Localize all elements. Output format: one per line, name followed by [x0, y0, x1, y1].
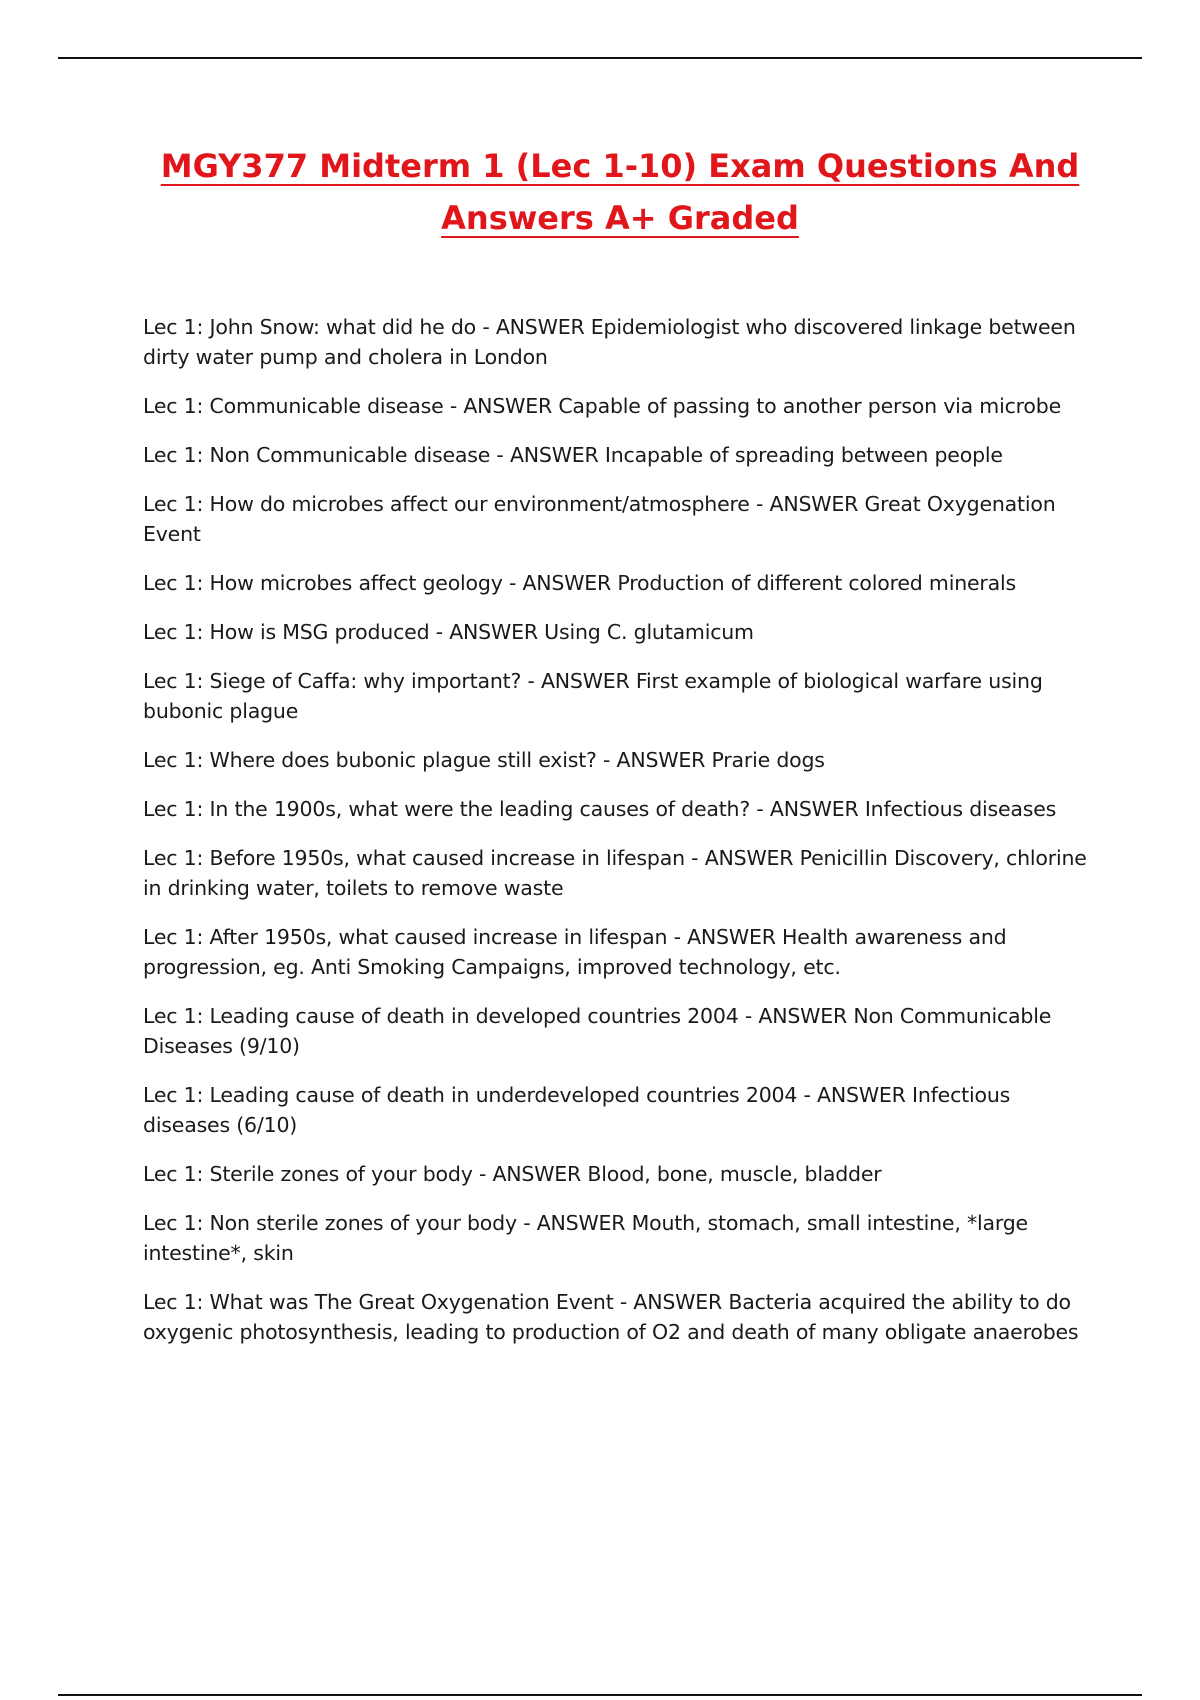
qa-item: Lec 1: What was The Great Oxygenation Event - ANSWER Bacteria acquired the ability to do oxygenic photosynthesis, leading to production of O2 and death of many obligate anaerobes: [143, 1290, 1079, 1344]
bottom-divider: [58, 1694, 1142, 1696]
qa-list: [143, 312, 1093, 1366]
qa-item: Lec 1: Non Communicable disease - ANSWER Incapable of spreading between people: [143, 443, 1003, 467]
qa-item: Lec 1: Leading cause of death in developed countries 2004 - ANSWER Non Communicable Diseases (9/10): [143, 1004, 1052, 1058]
qa-item: Lec 1: John Snow: what did he do - ANSWER Epidemiologist who discovered linkage between dirty water pump and cholera in London: [143, 315, 1076, 369]
document-title: [130, 140, 1110, 244]
qa-item: Lec 1: How microbes affect geology - ANSWER Production of different colored minerals: [143, 571, 1016, 595]
qa-item: Lec 1: Before 1950s, what caused increase in lifespan - ANSWER Penicillin Discovery, chlorine in drinking water, toilets to remove waste: [143, 846, 1087, 900]
qa-item: Lec 1: Communicable disease - ANSWER Capable of passing to another person via microbe: [143, 394, 1061, 418]
qa-item: Lec 1: How do microbes affect our environment/atmosphere - ANSWER Great Oxygenation Event: [143, 492, 1056, 546]
qa-item: Lec 1: In the 1900s, what were the leading causes of death? - ANSWER Infectious diseases: [143, 797, 1057, 821]
title-line-2: Answers A+ Graded: [441, 199, 799, 237]
qa-item: Lec 1: Where does bubonic plague still exist? - ANSWER Prarie dogs: [143, 748, 825, 772]
qa-item: Lec 1: Siege of Caffa: why important? - ANSWER First example of biological warfare using bubonic plague: [143, 669, 1043, 723]
qa-item: Lec 1: Sterile zones of your body - ANSWER Blood, bone, muscle, bladder: [143, 1162, 882, 1186]
top-divider: [58, 57, 1142, 59]
title-line-1: MGY377 Midterm 1 (Lec 1-10) Exam Questions And: [160, 147, 1080, 185]
qa-item: Lec 1: How is MSG produced - ANSWER Using C. glutamicum: [143, 620, 754, 644]
qa-item: Lec 1: Non sterile zones of your body - ANSWER Mouth, stomach, small intestine, *large intestine*, skin: [143, 1211, 1028, 1265]
qa-item: Lec 1: After 1950s, what caused increase in lifespan - ANSWER Health awareness and progression, eg. Anti Smoking Campaigns, improved technology, etc.: [143, 925, 1007, 979]
qa-item: Lec 1: Leading cause of death in underdeveloped countries 2004 - ANSWER Infectious diseases (6/10): [143, 1083, 1011, 1137]
